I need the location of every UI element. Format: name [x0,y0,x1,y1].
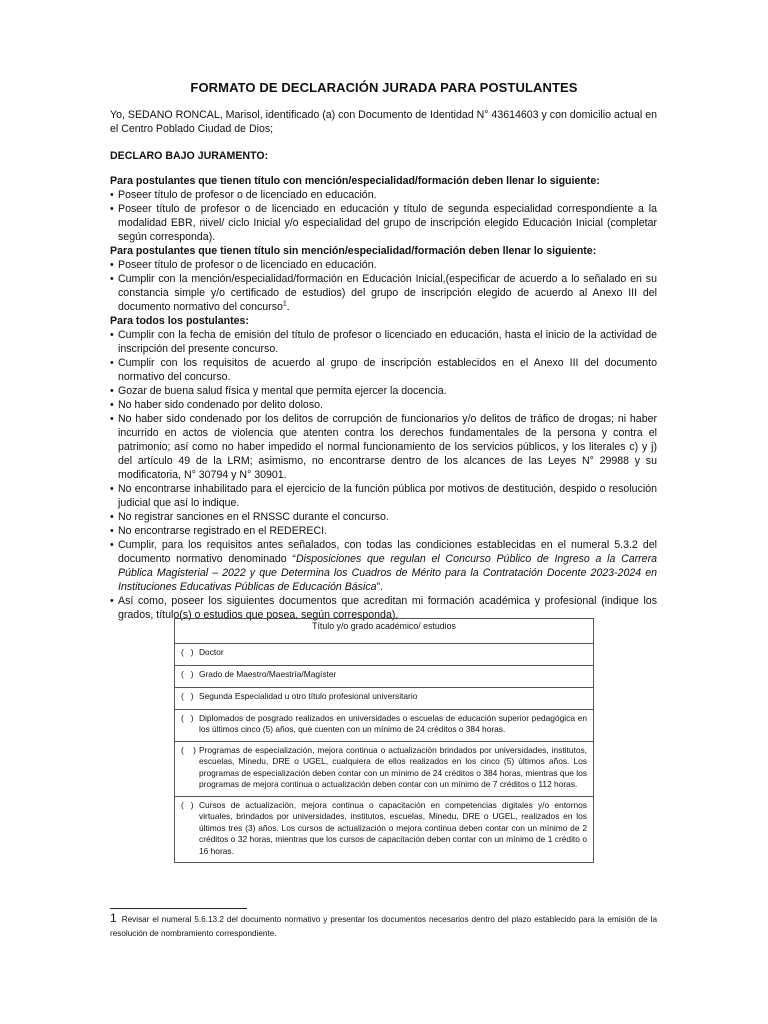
checkbox-mark[interactable]: ( ) [181,799,194,810]
table-row [175,643,594,665]
footnote-text: Revisar el numeral 5.6.13.2 del documento normativo y presentar los documentos necesarios dentro del plazo establecido para la emisión de la resolución de nombramiento correspondiente. [110,915,657,938]
section-todos-list [110,328,657,622]
declaro-heading: DECLARO BAJO JURAMENTO: [110,150,269,162]
table-row-text: Diplomados de posgrado realizados en universidades o escuelas de educación superior pedagógica en los últimos cinco (5) años, que cuenten con un mínimo de 24 créditos o 384 horas. [199,712,587,734]
normative-document-name: Disposiciones que regulan el Concurso Público de Ingreso a la Carrera Pública Magisterial – 2022 y que Determina los Cuadros de Mérito para la Contratación Docente 2023-2024 en Instituciones Educativas Públicas de Educación Básica [118,553,657,593]
list-item: • Poseer título de profesor o de licenciado en educación. [110,188,657,202]
list-item: • Gozar de buena salud física y mental que permita ejercer la docencia. [110,384,657,398]
list-item: • Cumplir con la fecha de emisión del título de profesor o licenciado en educación, hasta el inicio de la actividad de inscripción del presente concurso. [110,328,657,356]
list-item: • No haber sido condenado por delito doloso. [110,398,657,412]
table-row-text: Doctor [199,646,224,657]
list-item [110,272,657,314]
table-row-text: Segunda Especialidad u otro título profesional universitario [199,690,418,701]
list-item: • No encontrarse inhabilitado para el ejercicio de la función pública por motivos de destitución, despido o resolución judicial que así lo indique. [110,482,657,510]
list-item-text: Cumplir, para los requisitos antes señalados, con todas las condiciones establecidas en el numeral 5.3.2 del documento normativo denominado “ [118,539,657,565]
list-item: • Así como, poseer los siguientes documentos que acreditan mi formación académica y profesional (indique los grados, título(s) o estudios que posea, según corresponda). [110,594,657,622]
list-item-text: Cumplir con la mención/especialidad/formación en Educación Inicial,(especificar de acuerdo a lo señalado en su constancia simple y/o certificado de estudios) del grupo de inscripción elegido de acuerdo al Anexo III del documento normativo del concurso [118,273,657,313]
section-con-list [110,188,657,244]
checkbox-mark[interactable]: ( ) [181,646,194,657]
checkbox-mark[interactable]: ( ) [181,712,194,723]
studies-table [174,618,594,863]
list-item: • No registrar sanciones en el RNSSC durante el concurso. [110,510,657,524]
list-item: • Cumplir con los requisitos de acuerdo al grupo de inscripción establecidos en el Anexo III del documento normativo del concurso. [110,356,657,384]
checkbox-mark[interactable]: ( ) [181,668,194,679]
footnote [110,911,657,941]
table-row-text: Programas de especialización, mejora continua o actualización brindados por universidades, institutos, escuelas, Minedu, DRE o UGEL, cualquiera de ellos realizados en los cinco (5) últimos años. Los programas de especialización deben contar con un mínimo de 24 créditos o 384 horas, mientras que los programas de mejora continua o actualización deben contar con un mínimo de 7 créditos o 112 horas. [199,744,587,789]
table-row [175,665,594,687]
table-row-text: Cursos de actualización, mejora continua o capacitación en competencias digitales y/o entornos virtuales, brindados por universidades, institutos, escuelas, Minedu, DRE o UGEL, realizados en los últimos tres (3) años. Los cursos de actualización o mejora continua deben contar con un mínimo de 2 créditos o 32 horas, mientras que los cursos de capacitación deben contar con un mínimo de 1 crédito o 16 horas. [199,799,587,856]
list-item-end: ”. [376,581,384,593]
list-item: • Poseer título de profesor o de licenciado en educación y título de segunda especialidad correspondiente a la modalidad EBR, nivel/ ciclo Inicial y/o especialidad del grupo de inscripción elegido Educación Inicial (completar según corresponda). [110,202,657,244]
table-row [175,796,594,863]
table-row-text: Grado de Maestro/Maestría/Magíster [199,668,337,679]
list-item [110,538,657,594]
document-title: FORMATO DE DECLARACIÓN JURADA PARA POSTULANTES [190,80,578,95]
table-row [175,741,594,796]
checkbox-mark[interactable]: ( ) [181,690,194,701]
table-header: Título y/o grado académico/ estudios [175,619,594,644]
section-sin-heading: Para postulantes que tienen título sin mención/especialidad/formación deben llenar lo siguiente: [110,245,597,257]
list-item: • No encontrarse registrado en el REDERECI. [110,524,657,538]
table-row [175,709,594,741]
footnote-divider [110,908,247,909]
footnote-ref: 1 [282,300,287,308]
section-sin-list [110,258,657,314]
list-item: • No haber sido condenado por los delitos de corrupción de funcionarios y/o delitos de tráfico de drogas; ni haber incurrido en actos de violencia que atenten contra los derechos fundamentales de la persona y contra el patrimonio; así como no haber impedido el normal funcionamiento de los servicios públicos, y los literales c) y j) del artículo 49 de la LRM; asimismo, no encontrarse dentro de los alcances de las Leyes N° 29988 y su modificatoria, N° 30794 y N° 30901. [110,412,657,482]
intro-paragraph: Yo, SEDANO RONCAL, Marisol, identificado (a) con Documento de Identidad N° 43614603 y con domicilio actual en el Centro Poblado Ciudad de Dios; [110,109,657,135]
table-row [175,687,594,709]
checkbox-mark[interactable]: ( ) [181,744,196,755]
document-body [110,108,657,622]
section-con-heading: Para postulantes que tienen título con mención/especialidad/formación deben llenar lo siguiente: [110,175,600,187]
section-todos-heading: Para todos los postulantes: [110,315,249,327]
footnote-number: 1 [110,911,117,925]
list-item-end: . [286,301,290,313]
list-item: • Poseer título de profesor o de licenciado en educación. [110,258,657,272]
